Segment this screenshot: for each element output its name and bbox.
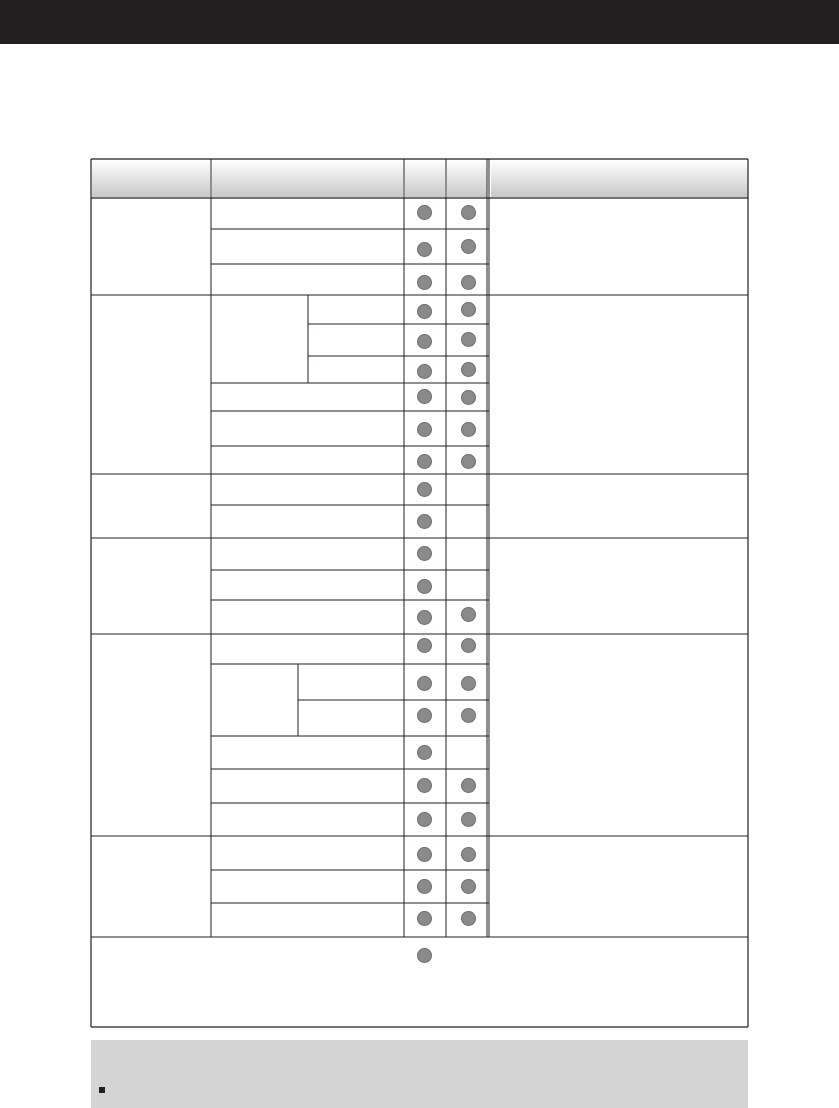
bullet-icon: [99, 1087, 105, 1093]
indicator-dot: [417, 242, 432, 257]
indicator-dot: [417, 847, 432, 862]
indicator-dot: [417, 482, 432, 497]
note-box: [91, 1040, 748, 1108]
indicator-dot: [461, 607, 476, 622]
table-header-row: [92, 160, 748, 197]
indicator-dot: [461, 332, 476, 347]
indicator-dot: [417, 708, 432, 723]
indicator-dot: [461, 302, 476, 317]
indicator-dot: [461, 879, 476, 894]
indicator-dot: [417, 364, 432, 379]
indicator-dot: [417, 454, 432, 469]
indicator-dot: [461, 812, 476, 827]
indicator-dot: [417, 778, 432, 793]
indicator-dot: [461, 390, 476, 405]
indicator-dot: [417, 389, 432, 404]
indicator-dot: [461, 708, 476, 723]
indicator-dot: [417, 812, 432, 827]
indicator-dot: [417, 304, 432, 319]
indicator-dot: [417, 638, 432, 653]
indicator-dot: [417, 334, 432, 349]
indicator-dot: [461, 239, 476, 254]
indicator-dot: [461, 205, 476, 220]
indicator-dot: [461, 362, 476, 377]
indicator-dot: [461, 847, 476, 862]
indicator-dot: [417, 911, 432, 926]
indicator-dot: [417, 610, 432, 625]
indicator-dot: [461, 454, 476, 469]
indicator-dot: [461, 275, 476, 290]
indicator-dot: [417, 275, 432, 290]
indicator-dot: [417, 546, 432, 561]
indicator-dot: [417, 879, 432, 894]
indicator-dot: [461, 911, 476, 926]
indicator-dot: [461, 422, 476, 437]
indicator-dot: [417, 745, 432, 760]
indicator-dot: [417, 579, 432, 594]
indicator-dot: [461, 676, 476, 691]
table-lines: [91, 159, 748, 1027]
indicator-dot: [461, 778, 476, 793]
indicator-dot: [417, 205, 432, 220]
indicator-dot: [417, 676, 432, 691]
indicator-dot: [417, 948, 432, 963]
indicator-dot: [417, 514, 432, 529]
indicator-dot: [417, 422, 432, 437]
indicator-dot: [461, 638, 476, 653]
